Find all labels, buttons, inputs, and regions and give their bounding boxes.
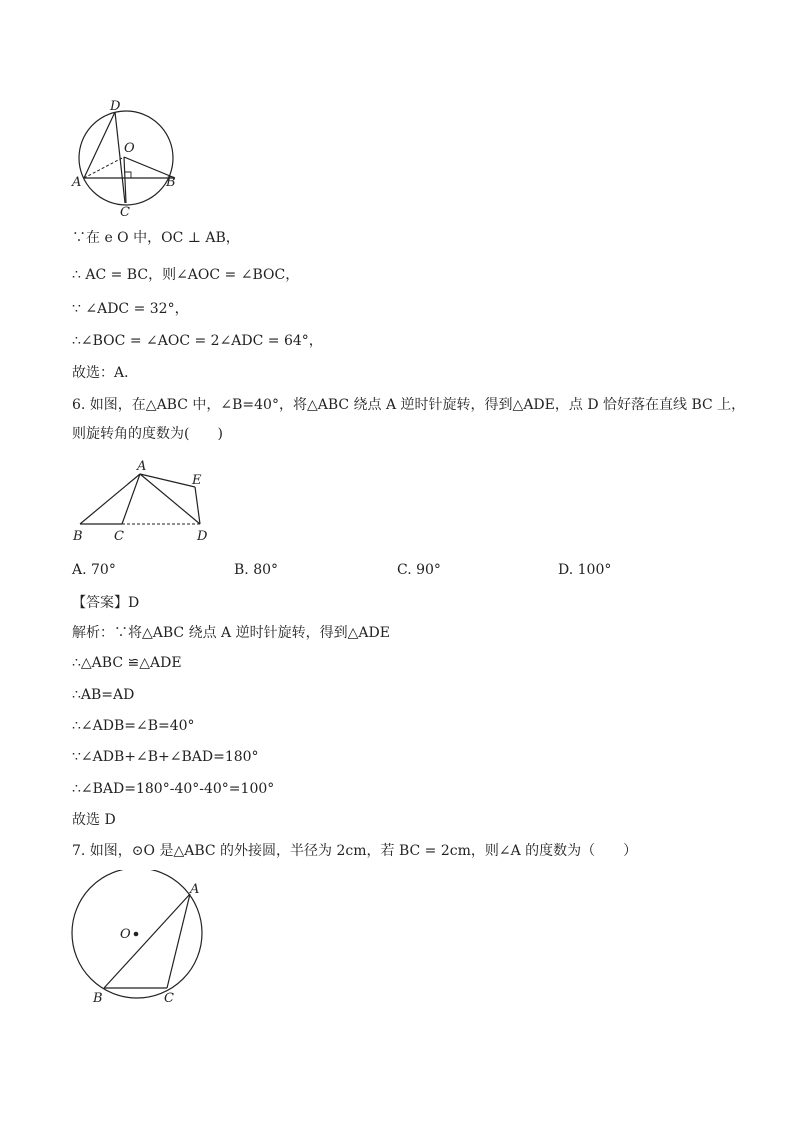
- question-7: 7. 如图，⊙O 是△ABC 的外接圆，半径为 2cm，若 BC = 2cm，则∠A 的度数为（ ）: [72, 843, 638, 859]
- answer-step-7: 故选 D: [72, 812, 116, 828]
- text-line-2: ∴ AC = BC，则∠AOC = ∠BOC，: [72, 267, 300, 283]
- label-c: C: [120, 205, 130, 220]
- option-a: A. 70°: [72, 562, 116, 578]
- answer-step-2: ∴△ABC ≌△ADE: [72, 655, 182, 671]
- answer-step-3: ∴AB=AD: [72, 687, 135, 703]
- label-a: A: [190, 882, 200, 897]
- text-line-5: 故选：A．: [72, 365, 139, 381]
- label-o: O: [120, 927, 131, 942]
- answer-step-1: 解析：∵将△ABC 绕点 A 逆时针旋转，得到△ADE: [72, 625, 390, 641]
- figure-circle-chord: [66, 96, 186, 220]
- figure-circumcircle-svg: [66, 870, 216, 1010]
- question-6-line-1: 6. 如图，在△ABC 中，∠B=40°，将△ABC 绕点 A 逆时针旋转，得到△ADE，点 D 恰好落在直线 BC 上，: [72, 397, 746, 413]
- answer-step-6: ∴∠BAD=180°-40°-40°=100°: [72, 781, 275, 797]
- label-c: C: [114, 529, 124, 544]
- figure-rotation: [70, 456, 220, 546]
- label-b: B: [73, 529, 83, 544]
- label-b: B: [166, 175, 176, 190]
- text-line-1: ∵在 e O 中，OC ⊥ AB，: [72, 230, 240, 246]
- figure-rotation-svg: [70, 456, 220, 546]
- option-c: C. 90°: [397, 562, 441, 578]
- option-b: B. 80°: [234, 562, 279, 578]
- label-e: E: [192, 473, 202, 488]
- label-a: A: [137, 459, 147, 474]
- label-d: D: [110, 99, 121, 114]
- figure-circle-chord-svg: [66, 96, 186, 220]
- label-o: O: [124, 141, 135, 156]
- label-a: A: [72, 175, 82, 190]
- answer-step-4: ∴∠ADB=∠B=40°: [72, 718, 195, 734]
- text-line-4: ∴∠BOC = ∠AOC = 2∠ADC = 64°，: [72, 333, 323, 349]
- answer-step-5: ∵∠ADB+∠B+∠BAD=180°: [72, 749, 259, 765]
- label-c: C: [164, 991, 174, 1006]
- text-line-3: ∵ ∠ADC = 32°，: [72, 301, 189, 317]
- option-d: D. 100°: [558, 562, 612, 578]
- figure-circumcircle: [66, 870, 216, 1010]
- answer-title: 【答案】D: [72, 595, 140, 611]
- label-b: B: [93, 991, 103, 1006]
- label-d: D: [197, 529, 208, 544]
- question-6-line-2: 则旋转角的度数为( ): [72, 426, 223, 442]
